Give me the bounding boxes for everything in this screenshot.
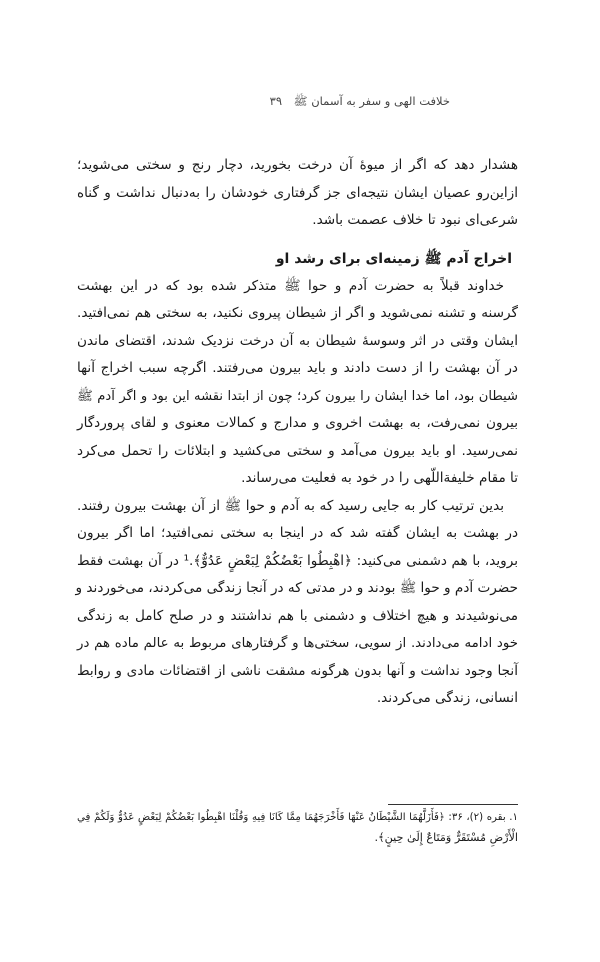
text-line: می‌نوشیدند و هیچ اختلاف و دشمنی با هم نداشتند و در صلح کامل به زندگی xyxy=(77,607,518,624)
footnote-line: ۱. بقره (۲)، ۳۶: ﴿فَأَزَلَّهُمَا الشَّيْطَانُ عَنْهَا فَأَخْرَجَهُمَا مِمَّا كَانَا فِيهِ وَقُلْنَا اهْبِطُوا بَعْضُكُمْ لِبَعْضٍ عَدُوٌّ وَلَكُمْ فِي xyxy=(77,812,518,823)
text-line: ازاین‌رو عصیان ایشان نتیجه‌ای جز گرفتاری خودشان را به‌دنبال نداشت و گناه xyxy=(77,184,518,201)
page-number: ۳۹ xyxy=(269,94,282,108)
text-line: بیرون نمی‌رفت، به بهشت اخروی و مدارج و کمالات معنوی و لقای پروردگار xyxy=(77,415,518,431)
body-text xyxy=(77,152,518,713)
text-line: شیطان بود، اما خدا ایشان را بیرون کرد؛ چون از ابتدا نقشه این بود و اگر آدم ﷺ xyxy=(77,388,518,404)
text-line: انسانی، زندگی می‌کردند. xyxy=(376,690,518,706)
running-head-title: خلافت الهی و سفر به آسمان xyxy=(311,94,450,108)
running-head xyxy=(270,94,450,111)
text-line: حضرت آدم و حوا ﷺ بودند و در مدتی که در آنجا زندگی می‌کردند، می‌خوردند و xyxy=(75,580,518,596)
text-line: آنجا وجود نداشت و آنها بدون هرگونه مشقت ناشی از اقتضائات مادی و روابط xyxy=(77,662,518,679)
text-line: گرسنه و تشنه نمی‌شوید و اگر از شیطان پیروی نکنید، به سختی هم نمی‌افتید. xyxy=(77,305,518,321)
text-line: بدین ترتیب کار به جایی رسید که به آدم و حوا ﷺ از آن بهشت بیرون رفتند. xyxy=(77,497,504,514)
text-line: نمی‌رسید. او باید بیرون می‌آمد و سختی می‌کشید و ابتلائات را تحمل می‌کرد xyxy=(77,442,518,459)
footnote-line: الْأَرْضِ مُسْتَقَرٌّ وَمَتَاعٌ إِلَىٰ حِينٍ﴾. xyxy=(374,831,518,844)
text-line: بروید، با هم دشمنی می‌کنید: ﴿اهْبِطُوا بَعْضُكُمْ لِبَعْضٍ عَدُوٌّ﴾.¹ در آن بهشت فقط xyxy=(77,552,518,569)
footnote xyxy=(77,808,518,848)
text-line: ایشان وقتی در اثر وسوسهٔ شیطان به آن درخت نزدیک شدند، اقتضای ماندن xyxy=(77,332,518,349)
footnote-divider xyxy=(388,804,518,805)
text-line: شرعی‌ای نبود تا خلاف عصمت باشد. xyxy=(312,212,518,228)
running-head-ornament-icon: ﷺ xyxy=(293,94,308,108)
text-line: تا مقام خلیفةاللّهی را در خود به فعلیت می‌رساند. xyxy=(241,470,518,486)
section-heading: اخراج آدم ﷺ زمینه‌ای برای رشد او xyxy=(275,250,512,267)
text-line: خود ادامه می‌دادند. از سویی، سختی‌ها و گرفتارهای مربوط به عالم ماده هم در xyxy=(77,636,518,651)
text-line: هشدار دهد که اگر از میوهٔ آن درخت بخورید، دچار رنج و سختی می‌شوید؛ xyxy=(77,157,518,173)
text-line: در آن بهشت را از دست دادند و باید بیرون می‌رفتند. اگرچه سبب اخراج آنها xyxy=(77,360,518,376)
text-line: در بهشت به ایشان گفته شد که در اینجا به سختی نمی‌افتید؛ اما اگر بیرون xyxy=(77,525,518,541)
text-line: خداوند قبلاً به حضرت آدم و حوا ﷺ متذکر شده بود که در این بهشت xyxy=(77,277,504,294)
